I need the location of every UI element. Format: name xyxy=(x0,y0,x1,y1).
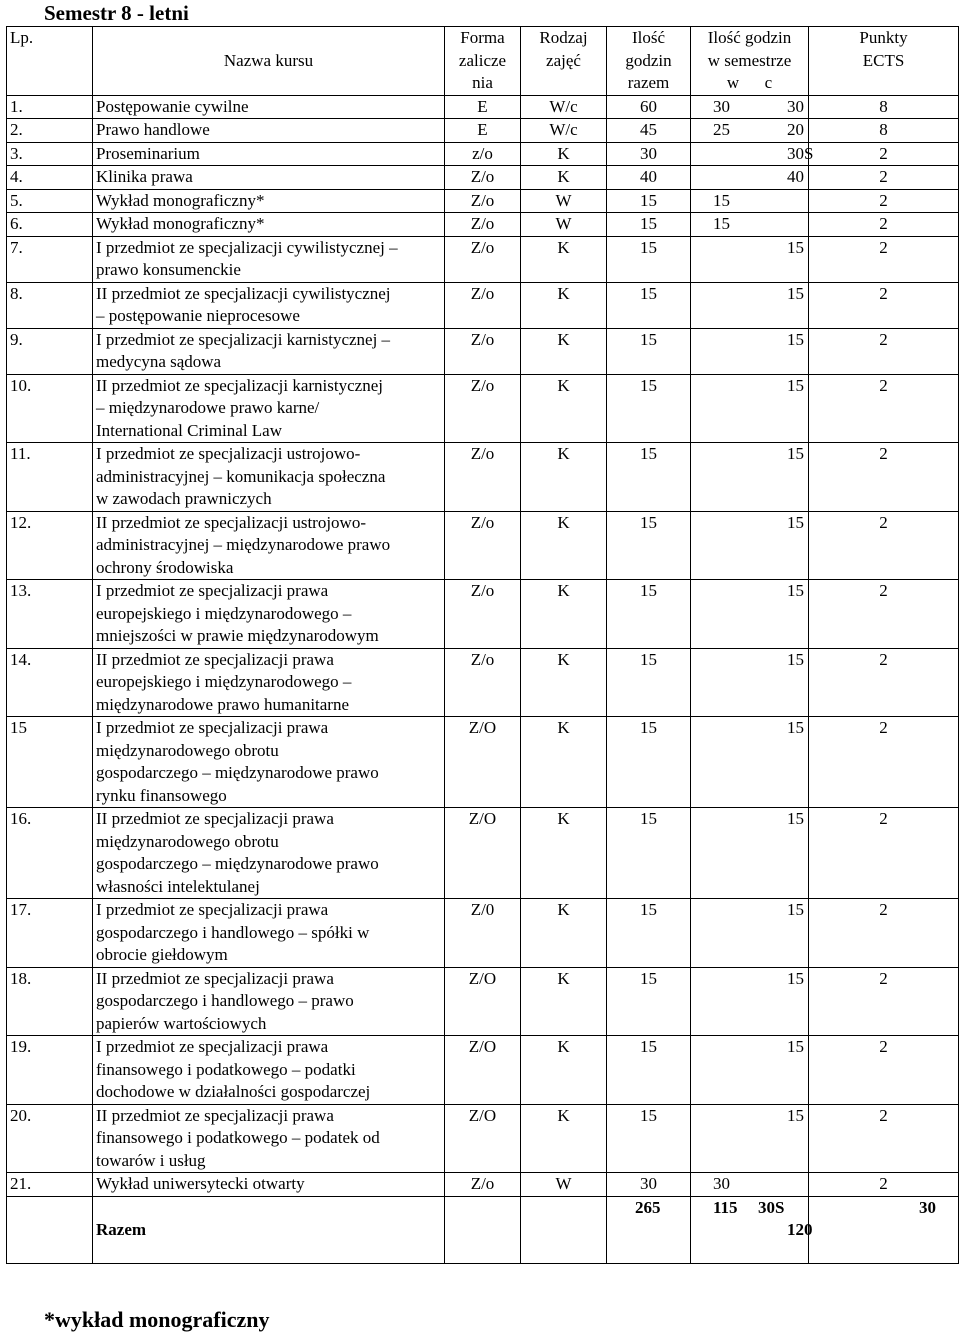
row-ects: 2 xyxy=(809,374,959,443)
row-lp: 10. xyxy=(7,374,93,443)
table-row xyxy=(7,1104,959,1173)
row-type: K xyxy=(521,166,607,190)
course-name-line: rynku finansowego xyxy=(96,785,227,805)
row-ects: 2 xyxy=(809,1036,959,1105)
row-lecture-hours: 30 xyxy=(713,96,730,116)
summary-semester-cell xyxy=(691,1196,813,1263)
header-sem-line: Ilość godzin xyxy=(707,28,792,47)
row-ects: 2 xyxy=(809,808,959,899)
table-row xyxy=(7,95,959,119)
row-form: Z/O xyxy=(445,967,521,1036)
header-type xyxy=(521,27,607,96)
row-class-hours: 15 xyxy=(787,512,804,532)
row-course-name xyxy=(93,717,445,808)
course-name-line: Wykład uniwersytecki otwarty xyxy=(96,1174,305,1193)
row-lp: 7. xyxy=(7,236,93,282)
row-course-name xyxy=(93,511,445,580)
row-semester-hours xyxy=(691,328,809,374)
row-type: K xyxy=(521,328,607,374)
row-lp: 19. xyxy=(7,1036,93,1105)
row-type: K xyxy=(521,511,607,580)
row-ects: 2 xyxy=(809,166,959,190)
header-ects-line: Punkty xyxy=(859,28,908,47)
course-name-line: gospodarczego i handlowego – spółki w xyxy=(96,922,370,942)
row-class-hours: 15 xyxy=(787,375,804,395)
row-course-name xyxy=(93,119,445,143)
row-course-name xyxy=(93,648,445,717)
course-table xyxy=(6,26,959,1264)
header-ects xyxy=(809,27,959,96)
course-name-line: finansowego i podatkowego – podatki xyxy=(96,1059,356,1079)
row-course-name xyxy=(93,374,445,443)
row-class-hours: 15 xyxy=(787,581,804,600)
row-type: W xyxy=(521,1173,607,1197)
course-name-line: – postępowanie nieprocesowe xyxy=(96,306,300,325)
row-lecture-hours: 15 xyxy=(713,214,730,233)
row-lp: 5. xyxy=(7,189,93,213)
course-name-line: finansowego i podatkowego – podatek od xyxy=(96,1128,380,1147)
table-row xyxy=(7,580,959,649)
row-course-name xyxy=(93,236,445,282)
row-semester-hours xyxy=(691,213,809,237)
row-type: K xyxy=(521,967,607,1036)
row-form: Z/o xyxy=(445,166,521,190)
table-row xyxy=(7,142,959,166)
row-lp: 20. xyxy=(7,1104,93,1173)
row-lp: 3. xyxy=(7,142,93,166)
row-total-hours: 15 xyxy=(607,511,691,580)
row-form: E xyxy=(445,119,521,143)
row-ects: 2 xyxy=(809,236,959,282)
header-total xyxy=(607,27,691,96)
row-total-hours: 15 xyxy=(607,374,691,443)
header-name xyxy=(93,27,445,96)
course-name-line: medycyna sądowa xyxy=(96,352,222,371)
row-total-hours: 40 xyxy=(607,166,691,190)
header-form-line: zalicze xyxy=(458,50,507,70)
row-lp: 21. xyxy=(7,1173,93,1197)
course-name-line: Prawo handlowe xyxy=(96,120,210,139)
row-type: K xyxy=(521,717,607,808)
row-lp: 16. xyxy=(7,808,93,899)
header-total-line: Ilość xyxy=(631,28,666,47)
course-name-line: mniejszości w prawie międzynarodowym xyxy=(96,626,379,645)
row-form: Z/O xyxy=(445,717,521,808)
header-total-line: razem xyxy=(627,73,670,92)
table-row xyxy=(7,443,959,512)
table-row xyxy=(7,236,959,282)
row-total-hours: 15 xyxy=(607,648,691,717)
row-type: W/c xyxy=(521,119,607,143)
course-name-line: międzynarodowe prawo humanitarne xyxy=(96,694,350,714)
summary-type xyxy=(521,1196,607,1263)
row-ects: 2 xyxy=(809,899,959,968)
row-semester-hours xyxy=(691,511,809,580)
course-name-line: Wykład monograficzny* xyxy=(96,190,265,210)
row-class-hours: 15 xyxy=(787,444,804,463)
row-total-hours: 45 xyxy=(607,119,691,143)
row-class-hours: 15 xyxy=(787,237,804,257)
row-form: Z/o xyxy=(445,511,521,580)
row-form: Z/o xyxy=(445,328,521,374)
course-name-line: II przedmiot ze specjalizacji prawa xyxy=(96,809,334,828)
row-form: E xyxy=(445,95,521,119)
course-name-line: Wykład monograficzny* xyxy=(96,214,265,233)
row-form: Z/o xyxy=(445,189,521,213)
row-type: K xyxy=(521,443,607,512)
row-ects: 2 xyxy=(809,967,959,1036)
row-lp: 1. xyxy=(7,95,93,119)
row-semester-hours xyxy=(691,899,809,968)
row-class-hours: 15 xyxy=(787,1037,804,1056)
summary-label: Razem xyxy=(96,1219,147,1239)
row-semester-hours xyxy=(691,1036,809,1105)
course-name-line: europejskiego i międzynarodowego – xyxy=(96,603,352,623)
course-name-line: I przedmiot ze specjalizacji cywilistycznej – xyxy=(96,237,398,257)
course-name-line: I przedmiot ze specjalizacji prawa xyxy=(96,1037,329,1056)
row-ects: 8 xyxy=(809,119,959,143)
course-name-line: II przedmiot ze specjalizacji prawa xyxy=(96,649,334,669)
row-total-hours: 30 xyxy=(607,142,691,166)
course-name-line: II przedmiot ze specjalizacji prawa xyxy=(96,1105,334,1125)
table-row xyxy=(7,967,959,1036)
row-lecture-hours: 25 xyxy=(713,120,730,139)
row-course-name xyxy=(93,580,445,649)
row-course-name xyxy=(93,328,445,374)
row-total-hours: 15 xyxy=(607,967,691,1036)
row-semester-hours xyxy=(691,443,809,512)
course-name-line: gospodarczego – międzynarodowe prawo xyxy=(96,763,379,782)
course-name-line: dochodowe w działalności gospodarczej xyxy=(96,1082,371,1101)
course-name-line: Postępowanie cywilne xyxy=(96,96,249,116)
table-row xyxy=(7,1173,959,1197)
course-name-line: I przedmiot ze specjalizacji karnistycznej – xyxy=(96,329,391,349)
course-name-line: prawo konsumenckie xyxy=(96,260,241,279)
row-ects: 2 xyxy=(809,443,959,512)
row-type: K xyxy=(521,1104,607,1173)
summary-lp xyxy=(7,1196,93,1263)
summary-ects-cell xyxy=(809,1196,959,1263)
row-type: K xyxy=(521,142,607,166)
header-form xyxy=(445,27,521,96)
row-semester-hours xyxy=(691,95,809,119)
row-ects: 2 xyxy=(809,213,959,237)
row-lp: 18. xyxy=(7,967,93,1036)
row-semester-hours xyxy=(691,189,809,213)
row-type: W xyxy=(521,189,607,213)
row-type: K xyxy=(521,374,607,443)
row-course-name xyxy=(93,166,445,190)
row-semester-hours xyxy=(691,648,809,717)
row-form: Z/O xyxy=(445,1036,521,1105)
page-title: Semestr 8 - letni xyxy=(44,1,189,25)
row-total-hours: 15 xyxy=(607,580,691,649)
summary-class-hours-total: 120 xyxy=(787,1219,813,1239)
row-form: Z/o xyxy=(445,213,521,237)
row-lp: 12. xyxy=(7,511,93,580)
table-row xyxy=(7,282,959,328)
row-ects: 2 xyxy=(809,1173,959,1197)
row-type: K xyxy=(521,236,607,282)
row-class-hours: 30 xyxy=(787,96,804,116)
row-semester-hours xyxy=(691,1104,809,1173)
row-form: z/o xyxy=(445,142,521,166)
row-form: Z/o xyxy=(445,648,521,717)
row-semester-hours xyxy=(691,142,814,166)
row-total-hours: 15 xyxy=(607,717,691,808)
row-lp: 6. xyxy=(7,213,93,237)
row-semester-hours xyxy=(691,580,809,649)
course-name-line: I przedmiot ze specjalizacji prawa xyxy=(96,718,329,737)
course-name-line: II przedmiot ze specjalizacji prawa xyxy=(96,968,334,988)
course-name-line: papierów wartościowych xyxy=(96,1013,267,1033)
header-sem-line: w c xyxy=(726,73,773,92)
summary-label-cell xyxy=(93,1196,445,1263)
row-course-name xyxy=(93,189,445,213)
row-class-hours: 20 xyxy=(787,120,804,139)
row-type: W/c xyxy=(521,95,607,119)
row-lp: 14. xyxy=(7,648,93,717)
row-type: K xyxy=(521,808,607,899)
row-total-hours: 15 xyxy=(607,808,691,899)
row-class-hours: 15 xyxy=(787,809,804,828)
course-name-line: towarów i usług xyxy=(96,1150,206,1170)
row-semester-hours xyxy=(691,166,809,190)
row-semester-hours xyxy=(691,119,809,143)
row-semester-hours xyxy=(691,717,809,808)
header-ects-line: ECTS xyxy=(862,50,905,70)
row-total-hours: 15 xyxy=(607,1104,691,1173)
header-form-line: nia xyxy=(472,73,493,92)
course-name-line: gospodarczego – międzynarodowe prawo xyxy=(96,854,379,873)
row-ects: 8 xyxy=(809,95,959,119)
header-total-line: godzin xyxy=(625,50,672,70)
course-name-line: własności intelektulanej xyxy=(96,876,260,896)
table-row xyxy=(7,166,959,190)
row-total-hours: 15 xyxy=(607,1036,691,1105)
course-name-line: w zawodach prawniczych xyxy=(96,489,272,508)
row-total-hours: 15 xyxy=(607,189,691,213)
row-ects: 2 xyxy=(809,580,959,649)
row-semester-hours xyxy=(691,967,809,1036)
table-row xyxy=(7,717,959,808)
course-name-line: Proseminarium xyxy=(96,143,200,163)
course-name-line: I przedmiot ze specjalizacji ustrojowo- xyxy=(96,444,361,463)
course-name-line: międzynarodowego obrotu xyxy=(96,740,279,760)
row-lp: 15 xyxy=(7,717,93,808)
row-lp: 9. xyxy=(7,328,93,374)
row-class-hours: 30S xyxy=(787,143,814,163)
row-lecture-hours: 15 xyxy=(713,190,730,210)
row-course-name xyxy=(93,1173,445,1197)
table-header-row xyxy=(7,27,959,96)
row-ects: 2 xyxy=(809,648,959,717)
course-name-line: gospodarczego i handlowego – prawo xyxy=(96,991,354,1010)
course-name-line: International Criminal Law xyxy=(96,420,282,440)
summary-row xyxy=(7,1196,959,1263)
row-total-hours: 15 xyxy=(607,899,691,968)
row-semester-hours xyxy=(691,374,809,443)
row-lp: 13. xyxy=(7,580,93,649)
course-name-line: – międzynarodowe prawo karne/ xyxy=(96,398,320,417)
row-class-hours: 15 xyxy=(787,900,804,919)
header-sem-line: w semestrze xyxy=(707,50,792,70)
course-name-line: II przedmiot ze specjalizacji karnistycznej xyxy=(96,375,383,395)
row-lp: 2. xyxy=(7,119,93,143)
header-name-label: Nazwa kursu xyxy=(223,50,314,70)
row-semester-hours xyxy=(691,808,809,899)
row-total-hours: 15 xyxy=(607,443,691,512)
row-total-hours: 15 xyxy=(607,213,691,237)
course-name-line: międzynarodowego obrotu xyxy=(96,831,279,851)
row-total-hours: 15 xyxy=(607,282,691,328)
row-course-name xyxy=(93,808,445,899)
row-course-name xyxy=(93,899,445,968)
row-type: K xyxy=(521,1036,607,1105)
course-name-line: I przedmiot ze specjalizacji prawa xyxy=(96,581,329,600)
row-semester-hours xyxy=(691,1173,809,1197)
row-class-hours: 15 xyxy=(787,329,804,349)
course-name-line: II przedmiot ze specjalizacji ustrojowo- xyxy=(96,512,366,532)
table-row xyxy=(7,213,959,237)
table-row xyxy=(7,899,959,968)
table-row xyxy=(7,511,959,580)
row-class-hours: 15 xyxy=(787,1105,804,1125)
row-form: Z/o xyxy=(445,282,521,328)
row-type: K xyxy=(521,899,607,968)
course-name-line: europejskiego i międzynarodowego – xyxy=(96,672,352,691)
course-name-line: obrocie giełdowym xyxy=(96,945,228,964)
row-form: Z/O xyxy=(445,808,521,899)
footnote: *wykład monograficzny xyxy=(44,1307,270,1332)
course-name-line: I przedmiot ze specjalizacji prawa xyxy=(96,900,329,919)
row-ects: 2 xyxy=(809,282,959,328)
row-ects: 2 xyxy=(809,1104,959,1173)
summary-form xyxy=(445,1196,521,1263)
table-row xyxy=(7,189,959,213)
row-type: K xyxy=(521,580,607,649)
course-name-line: II przedmiot ze specjalizacji cywilistycznej xyxy=(96,283,391,303)
row-lp: 17. xyxy=(7,899,93,968)
table-row xyxy=(7,328,959,374)
row-class-hours: 15 xyxy=(787,968,804,988)
row-semester-hours xyxy=(691,236,809,282)
table-row xyxy=(7,1036,959,1105)
row-form: Z/o xyxy=(445,236,521,282)
row-course-name xyxy=(93,142,445,166)
row-form: Z/O xyxy=(445,1104,521,1173)
row-class-hours: 15 xyxy=(787,718,804,737)
row-total-hours: 15 xyxy=(607,328,691,374)
row-ects: 2 xyxy=(809,142,959,166)
row-lp: 8. xyxy=(7,282,93,328)
course-name-line: administracyjnej – międzynarodowe prawo xyxy=(96,535,391,554)
row-ects: 2 xyxy=(809,189,959,213)
header-form-line: Forma xyxy=(460,28,505,47)
row-ects: 2 xyxy=(809,717,959,808)
row-form: Z/o xyxy=(445,443,521,512)
row-type: K xyxy=(521,648,607,717)
summary-total-cell xyxy=(607,1196,691,1263)
row-form: Z/o xyxy=(445,580,521,649)
row-semester-hours xyxy=(691,282,809,328)
course-name-line: ochrony środowiska xyxy=(96,557,234,577)
table-row xyxy=(7,648,959,717)
course-name-line: administracyjnej – komunikacja społeczna xyxy=(96,466,386,486)
row-form: Z/o xyxy=(445,374,521,443)
row-course-name xyxy=(93,95,445,119)
row-form: Z/0 xyxy=(445,899,521,968)
row-class-hours: 15 xyxy=(787,283,804,303)
row-lp: 4. xyxy=(7,166,93,190)
row-total-hours: 15 xyxy=(607,236,691,282)
table-row xyxy=(7,374,959,443)
row-class-hours: 15 xyxy=(787,649,804,669)
header-lp xyxy=(7,27,93,96)
row-class-hours: 40 xyxy=(787,167,804,186)
row-form: Z/o xyxy=(445,1173,521,1197)
row-lp: 11. xyxy=(7,443,93,512)
row-course-name xyxy=(93,443,445,512)
row-total-hours: 60 xyxy=(607,95,691,119)
header-lp-label: Lp. xyxy=(10,28,34,47)
row-course-name xyxy=(93,1036,445,1105)
row-ects: 2 xyxy=(809,511,959,580)
row-course-name xyxy=(93,282,445,328)
course-name-line: Klinika prawa xyxy=(96,167,193,186)
row-course-name xyxy=(93,213,445,237)
header-type-line: zajęć xyxy=(546,50,581,70)
row-type: W xyxy=(521,213,607,237)
summary-ects: 30 xyxy=(919,1197,936,1217)
summary-total: 265 xyxy=(635,1197,661,1217)
row-course-name xyxy=(93,967,445,1036)
row-total-hours: 30 xyxy=(607,1173,691,1197)
summary-class-hours: 30S xyxy=(758,1197,785,1217)
row-lecture-hours: 30 xyxy=(713,1174,730,1193)
header-semester xyxy=(691,27,809,96)
row-type: K xyxy=(521,282,607,328)
summary-lecture-hours: 115 xyxy=(713,1197,738,1217)
row-course-name xyxy=(93,1104,445,1173)
table-row xyxy=(7,808,959,899)
header-type-line: Rodzaj xyxy=(539,28,588,47)
table-row xyxy=(7,119,959,143)
row-ects: 2 xyxy=(809,328,959,374)
